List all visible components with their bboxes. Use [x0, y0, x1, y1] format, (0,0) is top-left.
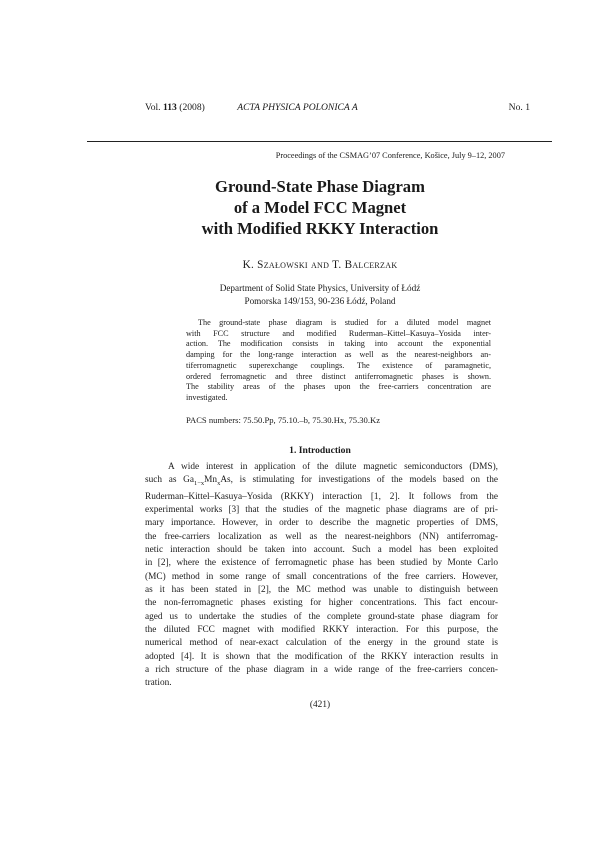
abstract-line: The stability areas of the phases upon the free-carriers concentration are	[186, 382, 491, 392]
volume-prefix: Vol.	[145, 102, 161, 113]
body-line-formula	[145, 474, 498, 490]
subscript: 1−x	[193, 480, 205, 488]
journal-name: ACTA PHYSICA POLONICA A	[237, 102, 358, 113]
body-line: the free-carriers localization as well as the nearest-neighbors (NN) antiferromag-	[145, 531, 498, 542]
pacs-numbers: PACS numbers: 75.50.Pp, 75.10.–b, 75.30.Hx, 75.30.Kz	[186, 415, 381, 425]
abstract-line: action. The modification consists in taking into account the exponential	[186, 339, 491, 349]
abstract	[186, 318, 491, 404]
body-line: adopted [4]. It is shown that the modification of the RKKY interaction results in	[145, 651, 498, 662]
abstract-line: tiferromagnetic superexchange couplings. The existence of paramagnetic,	[186, 360, 491, 370]
body-line: Ruderman–Kittel–Kasuya–Yosida (RKKY) interaction [1, 2]. It follows from the	[145, 491, 498, 502]
title-line: Ground-State Phase Diagram	[215, 177, 425, 196]
body-line: experimental works [3] that the studies of the magnetic phase diagrams are of pri-	[145, 504, 498, 515]
body-line: numerical method of near-exact calculation of the energy in the ground state is	[145, 638, 498, 649]
volume-year: (2008)	[179, 102, 205, 113]
abstract-line: investigated.	[186, 392, 228, 402]
body-text-fragment: such as Ga	[145, 475, 194, 486]
authors: K. Szałowski and T. Balcerzak	[242, 259, 398, 271]
body-line: the diluted FCC magnet with modified RKKY interaction. For this purpose, the	[145, 624, 498, 635]
affiliation	[0, 282, 595, 308]
issue-number: No. 1	[508, 102, 530, 113]
affiliation-line: Pomorska 149/153, 90-236 Łódź, Poland	[244, 296, 396, 306]
body-line: A wide interest in application of the dilute magnetic semiconductors (DMS),	[168, 462, 498, 472]
body-line: the non-ferromagnetic phases existing for higher concentrations. This fact encour-	[145, 598, 498, 609]
section-heading: 1. Introduction	[289, 445, 351, 456]
proceedings-line: Proceedings of the CSMAG’07 Conference, Košice, July 9–12, 2007	[275, 151, 505, 160]
body-text-fragment: Mn	[204, 475, 218, 486]
body-line: netic interaction should be taken into account. Such a model has been exploited	[145, 544, 498, 555]
volume-number: 113	[162, 102, 177, 113]
body-line: mary importance. However, in order to describe the magnetic properties of DMS,	[145, 518, 498, 529]
body-paragraph	[145, 461, 498, 691]
abstract-line: damping for the long-range interaction as well as the nearest-neighbors an-	[186, 350, 491, 360]
body-line: as it has been stated in [2], the MC method was unable to distinguish between	[145, 584, 498, 595]
body-line: aged us to undertake the studies of the complete ground-state phase diagram for	[145, 611, 498, 622]
body-line: tration.	[145, 678, 172, 689]
subscript: x	[217, 480, 221, 488]
affiliation-line: Department of Solid State Physics, University of Łódź	[219, 283, 421, 293]
body-text-fragment: As, is stimulating for investigations of the models based on the	[220, 475, 499, 486]
abstract-line: The ground-state phase diagram is studied for a diluted model magnet	[198, 318, 491, 327]
body-line: in [2], where the existence of ferromagnetic phase has been studied by Monte Carlo	[145, 558, 498, 569]
abstract-line: with FCC structure and modified Ruderman–Kittel–Kasuya–Yosida inter-	[186, 328, 491, 338]
body-line: a rich structure of the phase diagram in a wide range of the free-carriers concen-	[145, 665, 498, 676]
title-line: with Modified RKKY Interaction	[201, 219, 439, 238]
abstract-line: ordered ferromagnetic and three distinct antiferromagnetic phases is shown.	[186, 371, 491, 381]
title-line: of a Model FCC Magnet	[233, 198, 407, 217]
paper-title	[0, 176, 595, 239]
body-line: (MC) method in some range of small concentrations of the free carriers. However,	[145, 571, 498, 582]
header-rule	[87, 141, 552, 142]
page-number: (421)	[309, 700, 331, 710]
